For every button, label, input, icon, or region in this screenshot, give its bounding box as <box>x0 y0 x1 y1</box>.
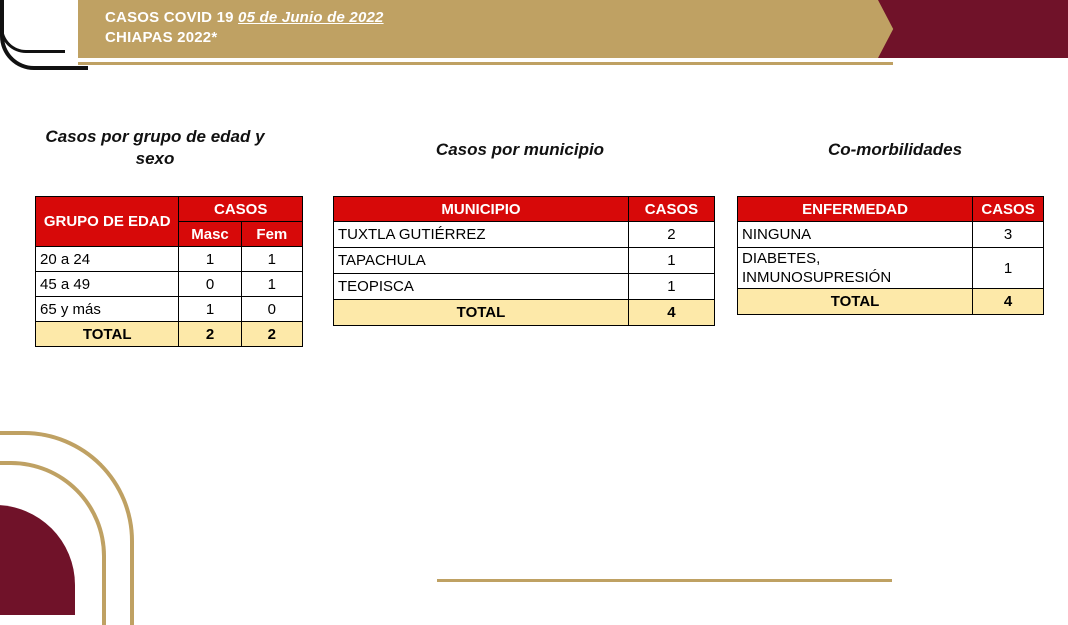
column-header-grupo-edad: GRUPO DE EDAD <box>36 197 179 247</box>
cell-fem: 1 <box>241 272 302 297</box>
header-title <box>105 8 384 48</box>
cell-total-casos: 4 <box>628 300 714 326</box>
section-title-edad: Casos por grupo de edad y sexo <box>45 127 265 168</box>
cell-total-label: TOTAL <box>334 300 629 326</box>
cell-fem: 1 <box>241 247 302 272</box>
slide-header <box>0 0 1068 72</box>
cell-casos: 2 <box>628 222 714 248</box>
header-title-date: 05 de Junio de 2022 <box>238 9 384 26</box>
table-header-row <box>738 197 1044 222</box>
table-row <box>334 274 715 300</box>
table-total-row <box>36 322 303 347</box>
column-header-municipio: MUNICIPIO <box>334 197 629 222</box>
cell-municipio: TEOPISCA <box>334 274 629 300</box>
header-gold-underline <box>78 62 893 65</box>
cell-casos: 1 <box>973 248 1044 289</box>
cell-casos: 1 <box>628 248 714 274</box>
table-total-row <box>334 300 715 326</box>
cell-municipio: TAPACHULA <box>334 248 629 274</box>
cell-total-masc: 2 <box>179 322 241 347</box>
table-comorbilidades <box>737 196 1044 315</box>
table-total-row <box>738 289 1044 315</box>
table-row <box>738 248 1044 289</box>
cell-total-label: TOTAL <box>738 289 973 315</box>
section-title-municipio: Casos por municipio <box>435 140 605 159</box>
cell-masc: 1 <box>179 247 241 272</box>
table-row <box>36 272 303 297</box>
table-row <box>334 222 715 248</box>
cell-enfermedad: DIABETES, INMUNOSUPRESIÓN <box>738 248 973 289</box>
cell-grupo-edad: 45 a 49 <box>36 272 179 297</box>
cell-total-casos: 4 <box>973 289 1044 315</box>
cell-fem: 0 <box>241 297 302 322</box>
table-row <box>334 248 715 274</box>
cell-masc: 1 <box>179 297 241 322</box>
table-casos-por-edad-y-sexo <box>35 196 303 347</box>
column-header-casos: CASOS <box>179 197 303 222</box>
header-title-subtitle: CHIAPAS 2022* <box>105 29 218 46</box>
column-header-casos: CASOS <box>973 197 1044 222</box>
cell-enfermedad: NINGUNA <box>738 222 973 248</box>
table-casos-por-municipio <box>333 196 715 326</box>
cell-grupo-edad: 20 a 24 <box>36 247 179 272</box>
footer-gold-line <box>437 579 892 582</box>
cell-total-fem: 2 <box>241 322 302 347</box>
cell-grupo-edad: 65 y más <box>36 297 179 322</box>
column-header-enfermedad: ENFERMEDAD <box>738 197 973 222</box>
table-row <box>36 297 303 322</box>
table-row <box>738 222 1044 248</box>
cell-casos: 1 <box>628 274 714 300</box>
corner-decoration-top-left-inner <box>0 0 65 53</box>
cell-total-label: TOTAL <box>36 322 179 347</box>
table-header-row <box>334 197 715 222</box>
column-header-masc: Masc <box>179 222 241 247</box>
cell-casos: 3 <box>973 222 1044 248</box>
cell-masc: 0 <box>179 272 241 297</box>
table-header-row <box>36 197 303 222</box>
header-maroon-shape <box>878 0 1068 58</box>
column-header-fem: Fem <box>241 222 302 247</box>
cell-municipio: TUXTLA GUTIÉRREZ <box>334 222 629 248</box>
table-row <box>36 247 303 272</box>
column-header-casos: CASOS <box>628 197 714 222</box>
header-title-prefix: CASOS COVID 19 <box>105 9 239 26</box>
section-title-comorbilidades: Co-morbilidades <box>827 140 963 159</box>
